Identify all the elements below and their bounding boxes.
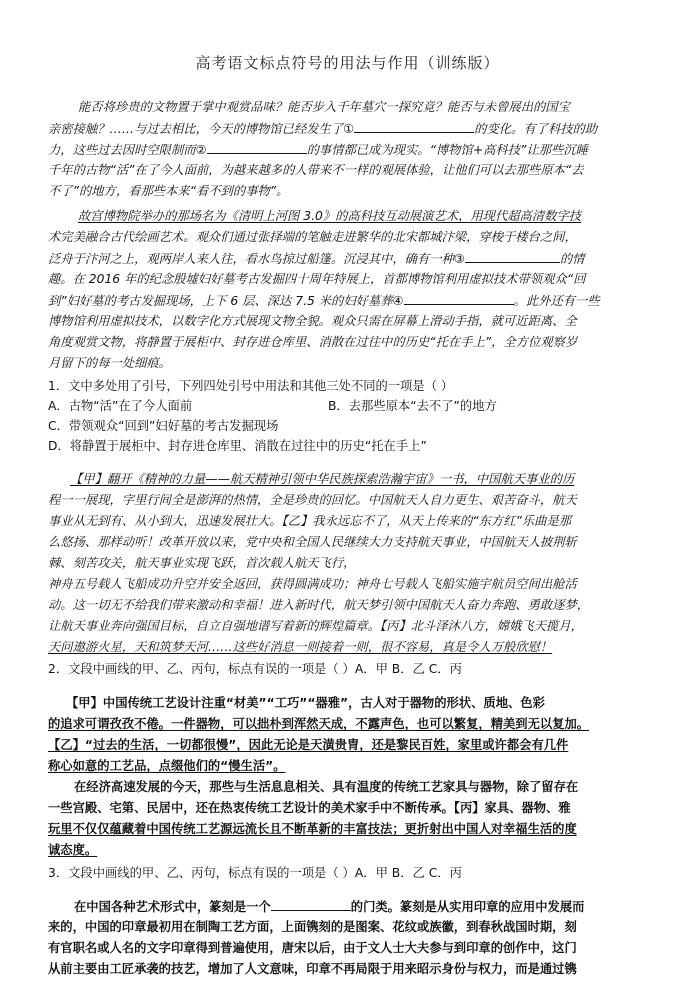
passage1-line: 不了”的地方，看那些本来“看不到的事物”。 (48, 184, 289, 198)
passage1-line: 故宫博物院举办的那场名为《清明上河图 3.0》的高科技互动展演艺术，用现代超高清数字技 (78, 209, 582, 223)
passage1-line: 泛舟于汴河之上，观两岸人来人往，看水鸟掠过船篷。沉浸其中，确有一种③ 的情 (48, 249, 648, 268)
question-2-stem: 2．文段中画线的甲、乙、丙句，标点有误的一项是（ ）A．甲 B．乙 C．丙 (48, 662, 462, 676)
passage1-line: 亲密接触？……与过去相比，今天的博物馆已经发生了① 的变化。有了科技的助 (48, 119, 648, 138)
answer-blank[interactable] (207, 140, 307, 154)
passage2-line: 动。这一切无不给我们带来激动和幸福！进入新时代，航天梦引领中国航天人奋力奔跑、勇敢逐梦， (48, 598, 590, 612)
passage2-line: 事业从无到有、从小到大，迅速发展壮大。【乙】我永远忘不了，从天上传来的“东方红”乐曲是那 (48, 514, 572, 528)
passage3-line: 的追求可谓孜孜不倦。一件器物，可以拙朴到浑然天成，不露声色，也可以繁复，精美到无以复加。 (48, 717, 590, 731)
question-3-stem: 3．文段中画线的甲、乙、丙句，标点有误的一项是（ ）A．甲 B．乙 C．丙 (48, 866, 462, 880)
option-b[interactable]: B．去那些原本“去不了”的地方 (328, 399, 497, 413)
passage2-line: 【甲】翻开《精神的力量——航天精神引领中华民族探索浩瀚宇宙》一书，中国航天事业的历 (70, 472, 575, 486)
option-d[interactable]: D．将静置于展柜中、封存进仓库里、消散在过往中的历史“托在手上” (48, 439, 427, 453)
passage2-line: 天问遨游火星，天和筑梦天河……这些好消息一则接着一则，很不容易，真是令人万般欣慰！ (48, 640, 553, 654)
passage4-line: 从前主要由工匠承袭的技艺，增加了人文意味，印章不再局限于用来昭示身份与权力，而是通过镌 (48, 962, 577, 976)
passage3-line: 一些宫殿、宅第、民居中，还在热衷传统工艺设计的美术家手中不断传承。【丙】家具、器物、雅 (48, 801, 571, 815)
passage1-line: 趣。在 2016 年的纪念殷墟妇好墓考古发掘四十周年特展上，首都博物馆利用虚拟技术带领观众“回 (48, 272, 586, 286)
passage3-line: 【甲】中国传统工艺设计注重“材美”“工巧”“器雅”，古人对于器物的形状、质地、色彩 (66, 696, 545, 710)
answer-blank[interactable] (271, 897, 351, 911)
passage1-line: 千年的古物“活”在了今人面前，为越来越多的人带来不一样的观展体验，让他们可以去那些原本“去 (48, 163, 584, 177)
passage3-line: 玩里不仅仅蕴藏着中国传统工艺源远流长且不断革新的丰富技法；更折射出中国人对幸福生活的度 (48, 822, 577, 836)
passage4-line: 有官职名或人名的文字印章得到普遍使用，唐宋以后，由于文人士大夫参与到印章的创作中，这门 (48, 941, 577, 955)
answer-blank[interactable] (465, 249, 560, 263)
page-title: 高考语文标点符号的用法与作用（训练版） (195, 54, 500, 72)
question-1-options-row (48, 397, 648, 415)
answer-blank[interactable] (404, 291, 514, 305)
passage4-line: 在中国各种艺术形式中，篆刻是一个 的门类。篆刻是从实用印章的应用中发展而 (74, 897, 648, 916)
answer-blank[interactable] (354, 119, 474, 133)
passage4-line: 来的，中国的印章最初用在制陶工艺方面，上面镌刻的是图案、花纹或族徽，到春秋战国时期，刻 (48, 920, 577, 934)
passage3-line: 诚态度。 (48, 843, 98, 857)
passage1-line: 能否将珍贵的文物置于掌中观赏品味？能否步入千年墓穴一探究竟？能否与未曾展出的国宝 (78, 100, 570, 114)
option-a[interactable]: A．古物“活”在了今人面前 (48, 399, 193, 413)
passage2-line: 让航天事业奔向强国目标，自立自强地谱写着新的辉煌篇章。【丙】北斗泽沐八方，嫦娥飞天揽月， (48, 619, 583, 633)
passage3-line: 【乙】“过去的生活，一切都很慢”，因此无论是天潢贵胄，还是黎民百姓，家里或许都会有几件 (48, 738, 569, 752)
passage1-line: 力，这些过去因时空限制而② 的事情都已成为现实。“博物馆+高科技”让那些沉睡 (48, 140, 648, 159)
passage1-line: 月留下的每一处细痕。 (48, 356, 171, 370)
question-1-stem: 1．文中多处用了引号，下列四处引号中用法和其他三处不同的一项是（ ） (48, 379, 454, 393)
passage2-line: 么悠扬、那样动听！改革开放以来，党中央和全国人民继续大力支持航天事业，中国航天人披荆斩 (48, 535, 577, 549)
passage3-line: 在经济高速发展的今天，那些与生活息息相关、具有温度的传统工艺家具与器物，除了留存在 (74, 780, 579, 794)
passage2-line: 棘、刻苦攻关，航天事业实现飞跃，首次载人航天飞行， (48, 556, 356, 570)
passage2-line: 神舟五号载人飞船成功升空并安全返回，获得圆满成功；神舟七号载人飞船实施宇航员空间出舱活 (48, 577, 577, 591)
passage1-line: 角度观赏文物，将静置于展柜中、封存进仓库里、消散在过往中的历史“托在手上”，全方位观察岁 (48, 335, 578, 349)
passage3-line: 称心如意的工艺品，点缀他们的“慢生活”。 (48, 759, 286, 773)
passage1-line: 术完美融合古代绘画艺术。观众们通过张择端的笔触走进繁华的北宋都城汴梁，穿梭于楼台之间， (48, 230, 577, 244)
passage1-line: 到”妇好墓的考古发掘现场，上下 6 层、深达 7.5 米的妇好墓葬④ 。此外还有一些 (48, 291, 648, 310)
passage1-line: 博物馆利用虚拟技术，以数字化方式展现文物全貌。观众只需在屏幕上滑动手指，就可近距离、全 (48, 314, 577, 328)
passage2-line: 程一一展现，字里行间全是澎湃的热情，全是珍贵的回忆。中国航天人自力更生、艰苦奋斗，航天 (48, 493, 577, 507)
option-c[interactable]: C．带领观众“回到”妇好墓的考古发掘现场 (48, 419, 279, 433)
